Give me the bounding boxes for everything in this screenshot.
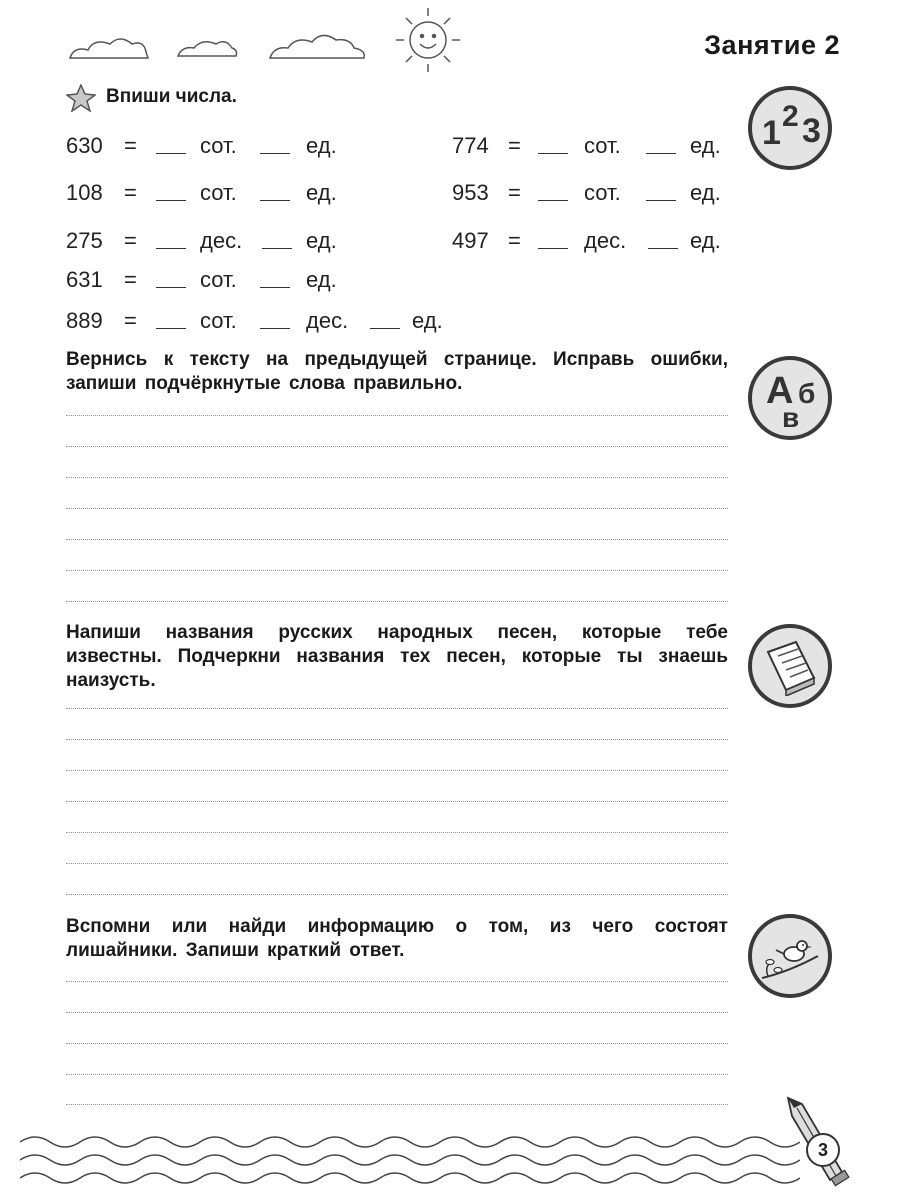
unit-label: ед. <box>306 180 337 205</box>
answer-blank[interactable] <box>260 269 290 288</box>
equation-row <box>66 178 396 208</box>
book-drawing <box>760 638 820 696</box>
writing-line[interactable] <box>66 446 728 447</box>
equation-row <box>66 226 396 256</box>
equation-number: 497 <box>452 228 489 253</box>
icon-letter: б <box>798 378 816 409</box>
icon-digit: 2 <box>782 100 799 133</box>
answer-blank[interactable] <box>156 310 186 329</box>
equation-row <box>66 306 466 336</box>
writing-line[interactable] <box>66 894 728 895</box>
equation-row <box>452 131 742 161</box>
equals-sign: = <box>508 133 521 158</box>
icon-letter: А <box>766 370 794 412</box>
equals-sign: = <box>124 308 137 333</box>
page-number: 3 <box>806 1133 840 1167</box>
book-icon <box>748 624 832 708</box>
equals-sign: = <box>508 228 521 253</box>
answer-blank[interactable] <box>260 135 290 154</box>
answer-blank[interactable] <box>156 182 186 201</box>
icon-digit: 1 <box>762 114 781 152</box>
task1-title: Впиши числа. <box>106 86 237 107</box>
writing-line[interactable] <box>66 770 728 771</box>
answer-blank[interactable] <box>538 182 568 201</box>
unit-label: сот. <box>200 267 237 292</box>
cloud-icon <box>270 35 364 58</box>
star-icon <box>66 84 96 112</box>
unit-label: ед. <box>306 228 337 253</box>
equation-number: 275 <box>66 228 103 253</box>
writing-line[interactable] <box>66 477 728 478</box>
answer-blank[interactable] <box>370 310 400 329</box>
icon-digit: 3 <box>802 112 821 150</box>
cloud-icon <box>178 42 237 56</box>
answer-blank[interactable] <box>156 230 186 249</box>
equals-sign: = <box>124 180 137 205</box>
unit-label: сот. <box>200 180 237 205</box>
icon-letter: в <box>782 402 800 433</box>
equation-row <box>66 265 396 295</box>
equals-sign: = <box>124 267 137 292</box>
answer-blank[interactable] <box>648 230 678 249</box>
unit-label: сот. <box>584 133 621 158</box>
numbers-123-icon <box>748 86 832 170</box>
sun-icon <box>396 8 460 72</box>
equation-row <box>452 226 742 256</box>
equals-sign: = <box>508 180 521 205</box>
cloud-icon <box>70 39 148 58</box>
footer-wave-decoration <box>20 1130 800 1190</box>
unit-label: сот. <box>584 180 621 205</box>
writing-line[interactable] <box>66 539 728 540</box>
writing-line[interactable] <box>66 863 728 864</box>
equals-sign: = <box>124 133 137 158</box>
writing-line[interactable] <box>66 801 728 802</box>
answer-blank[interactable] <box>260 182 290 201</box>
unit-label: ед. <box>412 308 443 333</box>
equation-number: 631 <box>66 267 103 292</box>
answer-blank[interactable] <box>260 310 290 329</box>
unit-label: дес. <box>584 228 627 253</box>
writing-line[interactable] <box>66 708 728 709</box>
unit-label: дес. <box>200 228 243 253</box>
equation-row <box>66 131 396 161</box>
unit-label: ед. <box>306 133 337 158</box>
unit-label: сот. <box>200 308 237 333</box>
writing-line[interactable] <box>66 508 728 509</box>
task4-instruction: Вспомни или найди информацию о том, из чего состоят лишайники. Запиши краткий ответ. <box>66 916 728 961</box>
writing-line[interactable] <box>66 1012 728 1013</box>
writing-line[interactable] <box>66 570 728 571</box>
answer-blank[interactable] <box>538 135 568 154</box>
writing-line[interactable] <box>66 739 728 740</box>
writing-line[interactable] <box>66 981 728 982</box>
task2-instruction: Вернись к тексту на предыдущей странице. Исправь ошибки, запиши подчёркнутые слова правильно. <box>66 349 728 394</box>
answer-blank[interactable] <box>646 182 676 201</box>
letters-abv-icon <box>748 356 832 440</box>
unit-label: ед. <box>306 267 337 292</box>
writing-line[interactable] <box>66 1104 728 1105</box>
writing-line[interactable] <box>66 415 728 416</box>
answer-blank[interactable] <box>262 230 292 249</box>
header-decoration <box>60 0 480 80</box>
task3-instruction: Напиши названия русских народных песен, которые тебе известны. Подчеркни названия тех песен, которые ты знаешь наизусть. <box>66 622 728 691</box>
equals-sign: = <box>124 228 137 253</box>
unit-label: ед. <box>690 133 721 158</box>
equation-row <box>452 178 742 208</box>
writing-line[interactable] <box>66 1043 728 1044</box>
unit-label: дес. <box>306 308 349 333</box>
equation-number: 889 <box>66 308 103 333</box>
equation-number: 630 <box>66 133 103 158</box>
bird-drawing <box>758 926 822 988</box>
answer-blank[interactable] <box>156 135 186 154</box>
writing-line[interactable] <box>66 601 728 602</box>
equation-number: 953 <box>452 180 489 205</box>
answer-blank[interactable] <box>538 230 568 249</box>
unit-label: ед. <box>690 228 721 253</box>
answer-blank[interactable] <box>156 269 186 288</box>
writing-line[interactable] <box>66 1074 728 1075</box>
lesson-title: Занятие 2 <box>704 30 840 60</box>
unit-label: сот. <box>200 133 237 158</box>
writing-line[interactable] <box>66 832 728 833</box>
equation-number: 774 <box>452 133 489 158</box>
answer-blank[interactable] <box>646 135 676 154</box>
bird-on-branch-icon <box>748 914 832 998</box>
equation-number: 108 <box>66 180 103 205</box>
unit-label: ед. <box>690 180 721 205</box>
